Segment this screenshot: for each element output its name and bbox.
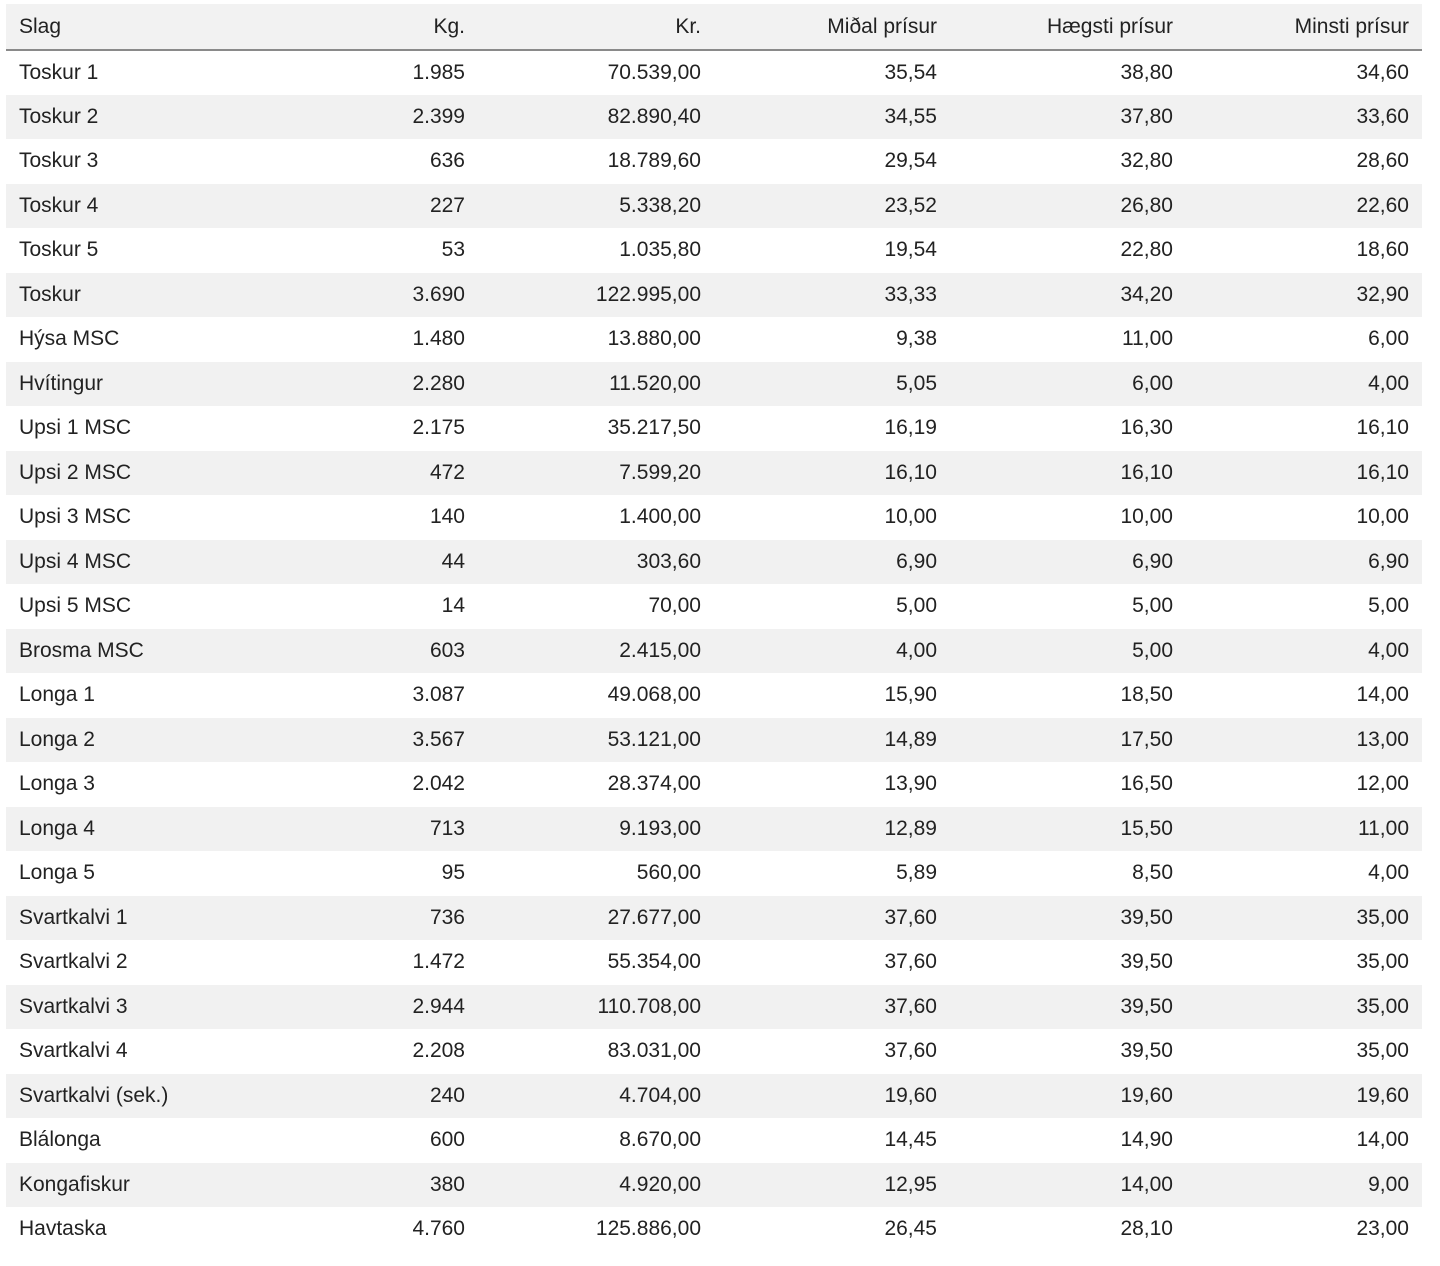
cell-kr: 11.520,00 bbox=[609, 371, 701, 395]
cell-avg-price: 23,52 bbox=[884, 193, 937, 217]
table-row bbox=[6, 228, 1422, 273]
cell-max-price: 39,50 bbox=[1120, 905, 1173, 929]
cell-max-price: 37,80 bbox=[1120, 104, 1173, 128]
table-row bbox=[6, 673, 1422, 718]
table-row bbox=[6, 896, 1422, 941]
cell-kr: 8.670,00 bbox=[619, 1128, 701, 1152]
table-row bbox=[6, 139, 1422, 184]
cell-min-price: 19,60 bbox=[1356, 1083, 1409, 1107]
table-row bbox=[6, 1118, 1422, 1163]
header-row bbox=[6, 4, 1422, 50]
cell-slag: Svartkalvi (sek.) bbox=[19, 1083, 169, 1107]
cell-slag: Toskur 4 bbox=[19, 193, 99, 217]
cell-max-price: 5,00 bbox=[1132, 638, 1173, 662]
cell-min-price: 10,00 bbox=[1356, 505, 1409, 529]
cell-kg: 44 bbox=[441, 549, 465, 573]
cell-min-price: 6,00 bbox=[1368, 327, 1409, 351]
cell-avg-price: 5,00 bbox=[896, 594, 937, 618]
column-header-avg-price[interactable]: Miðal prísur bbox=[714, 4, 950, 50]
cell-kg: 1.985 bbox=[412, 60, 465, 84]
table-row bbox=[6, 940, 1422, 985]
cell-min-price: 4,00 bbox=[1368, 638, 1409, 662]
cell-kg: 1.480 bbox=[412, 327, 465, 351]
cell-avg-price: 12,95 bbox=[884, 1172, 937, 1196]
cell-slag: Havtaska bbox=[19, 1217, 107, 1241]
cell-avg-price: 16,19 bbox=[884, 416, 937, 440]
cell-kr: 9.193,00 bbox=[619, 816, 701, 840]
cell-kr: 35.217,50 bbox=[607, 416, 701, 440]
cell-slag: Longa 2 bbox=[19, 727, 95, 751]
cell-slag: Upsi 3 MSC bbox=[19, 505, 132, 529]
cell-kg: 53 bbox=[441, 238, 465, 262]
cell-max-price: 14,00 bbox=[1120, 1172, 1173, 1196]
cell-min-price: 12,00 bbox=[1356, 772, 1409, 796]
table-row bbox=[6, 50, 1422, 95]
cell-min-price: 22,60 bbox=[1356, 193, 1409, 217]
cell-min-price: 35,00 bbox=[1356, 905, 1409, 929]
table-body bbox=[6, 50, 1422, 1252]
table-row bbox=[6, 273, 1422, 318]
cell-kr: 560,00 bbox=[636, 861, 701, 885]
cell-slag: Longa 5 bbox=[19, 861, 95, 885]
cell-kg: 3.567 bbox=[412, 727, 465, 751]
cell-avg-price: 14,89 bbox=[884, 727, 937, 751]
cell-max-price: 16,30 bbox=[1120, 416, 1173, 440]
cell-kr: 1.400,00 bbox=[619, 505, 701, 529]
cell-kr: 55.354,00 bbox=[607, 950, 701, 974]
cell-max-price: 5,00 bbox=[1132, 594, 1173, 618]
cell-min-price: 11,00 bbox=[1358, 816, 1409, 840]
cell-avg-price: 29,54 bbox=[884, 149, 937, 173]
cell-slag: Upsi 4 MSC bbox=[19, 549, 132, 573]
price-table-container bbox=[6, 4, 1422, 1252]
cell-kg: 2.208 bbox=[412, 1039, 465, 1063]
table-row bbox=[6, 851, 1422, 896]
column-header-min-price[interactable]: Minsti prísur bbox=[1186, 4, 1422, 50]
cell-avg-price: 16,10 bbox=[884, 460, 937, 484]
cell-slag: Longa 1 bbox=[19, 683, 95, 707]
cell-min-price: 35,00 bbox=[1356, 1039, 1409, 1063]
cell-avg-price: 5,05 bbox=[896, 371, 937, 395]
cell-kg: 600 bbox=[429, 1128, 465, 1152]
cell-avg-price: 37,60 bbox=[884, 994, 937, 1018]
cell-slag: Toskur 3 bbox=[19, 149, 99, 173]
table-row bbox=[6, 629, 1422, 674]
cell-kr: 70.539,00 bbox=[607, 60, 701, 84]
cell-kr: 82.890,40 bbox=[607, 104, 701, 128]
cell-max-price: 32,80 bbox=[1120, 149, 1173, 173]
cell-avg-price: 19,60 bbox=[884, 1083, 937, 1107]
cell-kr: 7.599,20 bbox=[619, 460, 701, 484]
table-row bbox=[6, 184, 1422, 229]
cell-max-price: 17,50 bbox=[1120, 727, 1173, 751]
cell-min-price: 16,10 bbox=[1356, 416, 1409, 440]
table-row bbox=[6, 1074, 1422, 1119]
cell-min-price: 13,00 bbox=[1356, 727, 1409, 751]
cell-kg: 2.944 bbox=[412, 994, 465, 1018]
cell-kr: 110.708,00 bbox=[597, 994, 701, 1018]
cell-slag: Upsi 5 MSC bbox=[19, 594, 132, 618]
cell-avg-price: 37,60 bbox=[884, 905, 937, 929]
cell-avg-price: 12,89 bbox=[884, 816, 937, 840]
table-row bbox=[6, 807, 1422, 852]
cell-kr: 83.031,00 bbox=[607, 1039, 701, 1063]
table-row bbox=[6, 718, 1422, 763]
cell-max-price: 26,80 bbox=[1120, 193, 1173, 217]
cell-slag: Svartkalvi 3 bbox=[19, 994, 128, 1018]
cell-kg: 472 bbox=[429, 460, 465, 484]
column-header-slag[interactable]: Slag bbox=[6, 4, 242, 50]
table-row bbox=[6, 406, 1422, 451]
table-row bbox=[6, 1207, 1422, 1252]
cell-max-price: 8,50 bbox=[1132, 861, 1173, 885]
table-row bbox=[6, 985, 1422, 1030]
column-header-kr[interactable]: Kr. bbox=[478, 4, 714, 50]
cell-kr: 28.374,00 bbox=[607, 772, 701, 796]
cell-kg: 3.087 bbox=[412, 683, 465, 707]
cell-max-price: 34,20 bbox=[1120, 282, 1173, 306]
table-row bbox=[6, 1163, 1422, 1208]
cell-kr: 27.677,00 bbox=[607, 905, 701, 929]
cell-kg: 227 bbox=[429, 193, 465, 217]
cell-kg: 636 bbox=[429, 149, 465, 173]
cell-kg: 14 bbox=[441, 594, 465, 618]
cell-avg-price: 19,54 bbox=[884, 238, 937, 262]
table-row bbox=[6, 317, 1422, 362]
cell-kg: 4.760 bbox=[412, 1217, 465, 1241]
cell-max-price: 38,80 bbox=[1120, 60, 1173, 84]
cell-avg-price: 26,45 bbox=[884, 1217, 937, 1241]
cell-slag: Longa 3 bbox=[19, 772, 95, 796]
cell-avg-price: 33,33 bbox=[884, 282, 937, 306]
table-row bbox=[6, 584, 1422, 629]
cell-avg-price: 5,89 bbox=[896, 861, 937, 885]
cell-slag: Toskur 5 bbox=[19, 238, 99, 262]
cell-min-price: 4,00 bbox=[1368, 861, 1409, 885]
cell-slag: Upsi 2 MSC bbox=[19, 460, 132, 484]
cell-min-price: 14,00 bbox=[1356, 683, 1409, 707]
cell-max-price: 28,10 bbox=[1120, 1217, 1173, 1241]
cell-min-price: 4,00 bbox=[1368, 371, 1409, 395]
cell-kr: 1.035,80 bbox=[619, 238, 701, 262]
cell-slag: Toskur 1 bbox=[19, 60, 99, 84]
cell-kr: 13.880,00 bbox=[607, 327, 701, 351]
cell-max-price: 6,00 bbox=[1132, 371, 1173, 395]
cell-min-price: 33,60 bbox=[1356, 104, 1409, 128]
cell-kg: 2.280 bbox=[412, 371, 465, 395]
cell-slag: Svartkalvi 4 bbox=[19, 1039, 128, 1063]
cell-kg: 1.472 bbox=[412, 950, 465, 974]
table-header bbox=[6, 4, 1422, 50]
cell-avg-price: 10,00 bbox=[884, 505, 937, 529]
cell-kr: 303,60 bbox=[636, 549, 701, 573]
cell-min-price: 35,00 bbox=[1356, 994, 1409, 1018]
cell-kr: 18.789,60 bbox=[607, 149, 701, 173]
cell-slag: Svartkalvi 1 bbox=[19, 905, 128, 929]
cell-kr: 125.886,00 bbox=[595, 1217, 701, 1241]
cell-kg: 95 bbox=[441, 861, 465, 885]
cell-avg-price: 4,00 bbox=[896, 638, 937, 662]
cell-min-price: 9,00 bbox=[1368, 1172, 1409, 1196]
cell-avg-price: 6,90 bbox=[896, 549, 937, 573]
cell-max-price: 11,00 bbox=[1122, 327, 1173, 351]
cell-max-price: 22,80 bbox=[1120, 238, 1173, 262]
cell-kr: 122.995,00 bbox=[595, 282, 701, 306]
cell-avg-price: 37,60 bbox=[884, 1039, 937, 1063]
cell-kr: 53.121,00 bbox=[607, 727, 701, 751]
cell-kr: 4.920,00 bbox=[619, 1172, 701, 1196]
cell-max-price: 18,50 bbox=[1120, 683, 1173, 707]
cell-max-price: 39,50 bbox=[1120, 950, 1173, 974]
cell-slag: Toskur bbox=[19, 282, 81, 306]
cell-kg: 713 bbox=[429, 816, 465, 840]
cell-avg-price: 35,54 bbox=[884, 60, 937, 84]
cell-avg-price: 34,55 bbox=[884, 104, 937, 128]
cell-max-price: 16,10 bbox=[1120, 460, 1173, 484]
cell-avg-price: 15,90 bbox=[884, 683, 937, 707]
cell-kg: 736 bbox=[429, 905, 465, 929]
cell-avg-price: 9,38 bbox=[896, 327, 937, 351]
cell-kr: 49.068,00 bbox=[607, 683, 701, 707]
cell-kg: 2.175 bbox=[412, 416, 465, 440]
cell-min-price: 18,60 bbox=[1356, 238, 1409, 262]
cell-max-price: 16,50 bbox=[1120, 772, 1173, 796]
column-header-kg[interactable]: Kg. bbox=[242, 4, 478, 50]
cell-avg-price: 13,90 bbox=[884, 772, 937, 796]
cell-kr: 70,00 bbox=[648, 594, 701, 618]
cell-kr: 4.704,00 bbox=[619, 1083, 701, 1107]
cell-slag: Upsi 1 MSC bbox=[19, 416, 132, 440]
cell-kr: 2.415,00 bbox=[619, 638, 701, 662]
cell-avg-price: 37,60 bbox=[884, 950, 937, 974]
cell-kg: 3.690 bbox=[412, 282, 465, 306]
cell-kg: 2.042 bbox=[412, 772, 465, 796]
cell-kg: 603 bbox=[429, 638, 465, 662]
cell-avg-price: 14,45 bbox=[884, 1128, 937, 1152]
table-row bbox=[6, 495, 1422, 540]
table-row bbox=[6, 1029, 1422, 1074]
cell-max-price: 10,00 bbox=[1120, 505, 1173, 529]
cell-slag: Hvítingur bbox=[19, 371, 104, 395]
cell-slag: Brosma MSC bbox=[19, 638, 144, 662]
cell-min-price: 6,90 bbox=[1368, 549, 1409, 573]
cell-slag: Svartkalvi 2 bbox=[19, 950, 128, 974]
cell-min-price: 23,00 bbox=[1356, 1217, 1409, 1241]
cell-max-price: 6,90 bbox=[1132, 549, 1173, 573]
cell-max-price: 15,50 bbox=[1120, 816, 1173, 840]
table-row bbox=[6, 540, 1422, 585]
cell-kr: 5.338,20 bbox=[619, 193, 701, 217]
cell-min-price: 32,90 bbox=[1356, 282, 1409, 306]
cell-min-price: 5,00 bbox=[1368, 594, 1409, 618]
cell-min-price: 34,60 bbox=[1356, 60, 1409, 84]
cell-min-price: 14,00 bbox=[1356, 1128, 1409, 1152]
fish-price-table bbox=[6, 4, 1422, 1252]
cell-slag: Hýsa MSC bbox=[19, 327, 120, 351]
cell-kg: 240 bbox=[429, 1083, 465, 1107]
column-header-max-price[interactable]: Hægsti prísur bbox=[950, 4, 1186, 50]
cell-max-price: 14,90 bbox=[1120, 1128, 1173, 1152]
cell-slag: Toskur 2 bbox=[19, 104, 99, 128]
cell-kg: 2.399 bbox=[412, 104, 465, 128]
cell-kg: 140 bbox=[429, 505, 465, 529]
cell-min-price: 35,00 bbox=[1356, 950, 1409, 974]
table-row bbox=[6, 762, 1422, 807]
cell-slag: Kongafiskur bbox=[19, 1172, 130, 1196]
table-row bbox=[6, 95, 1422, 140]
cell-min-price: 16,10 bbox=[1356, 460, 1409, 484]
cell-slag: Blálonga bbox=[19, 1128, 101, 1152]
cell-max-price: 39,50 bbox=[1120, 994, 1173, 1018]
cell-slag: Longa 4 bbox=[19, 816, 95, 840]
cell-min-price: 28,60 bbox=[1356, 149, 1409, 173]
table-row bbox=[6, 362, 1422, 407]
cell-kg: 380 bbox=[429, 1172, 465, 1196]
cell-max-price: 19,60 bbox=[1120, 1083, 1173, 1107]
cell-max-price: 39,50 bbox=[1120, 1039, 1173, 1063]
table-row bbox=[6, 451, 1422, 496]
